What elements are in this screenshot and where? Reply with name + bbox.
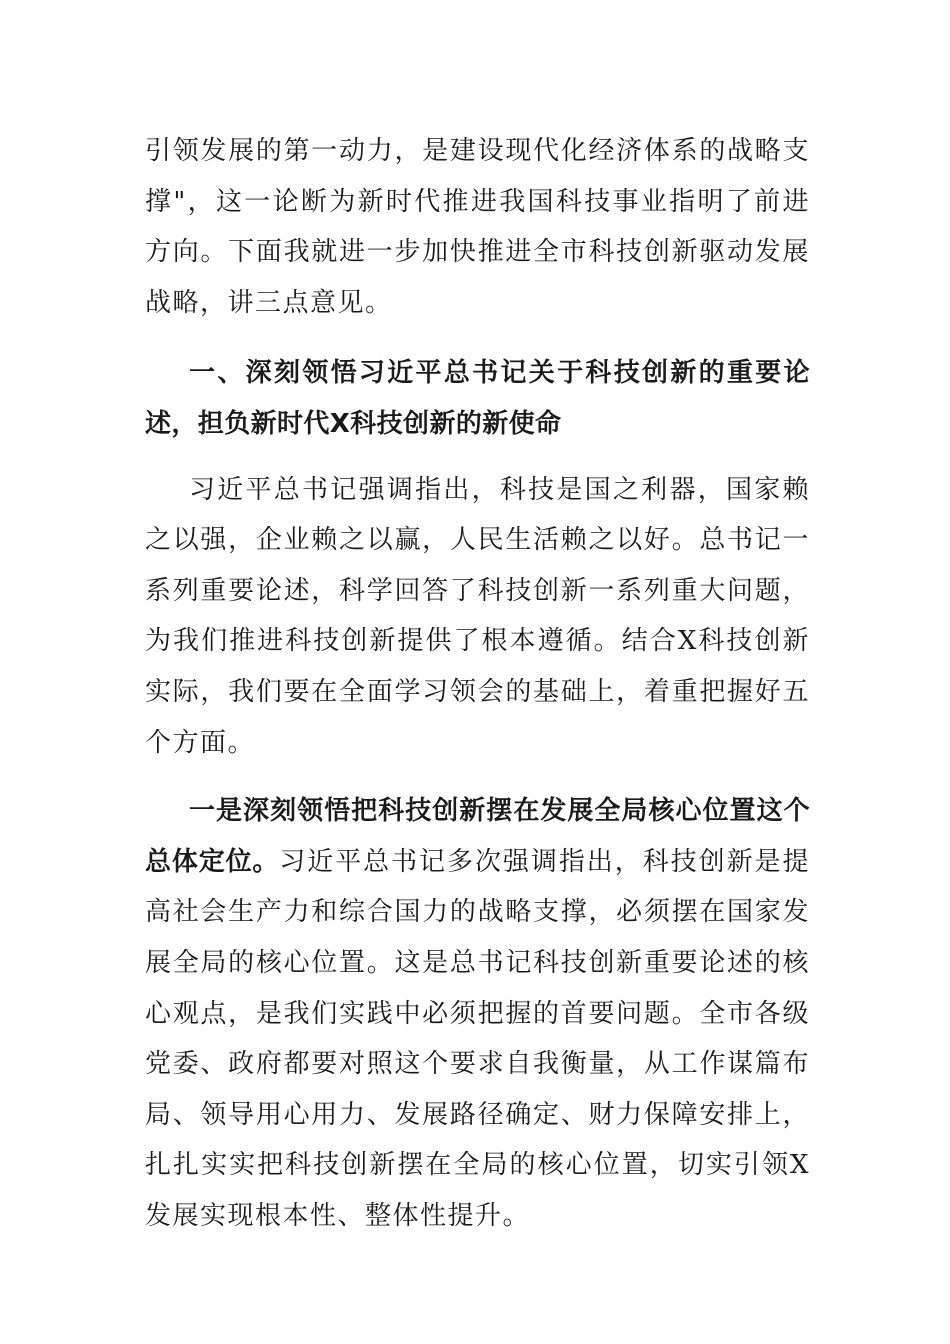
- point-one-body: 习近平总书记多次强调指出，科技创新是提高社会生产力和综合国力的战略支撑，必须摆在国家发展全局的核心位置。这是总书记科技创新重要论述的核心观点，是我们实践中必须把握的首要问题。全市各级党委、政府都要对照这个要求自我衡量，从工作谋篇布局、领导用心用力、发展路径确定、财力保障安排上，扎扎实实把科技创新摆在全局的核心位置，切实引领X发展实现根本性、整体性提升。: [145, 846, 810, 1231]
- document-page: [145, 126, 810, 1241]
- section-one-paragraph: 习近平总书记强调指出，科技是国之利器，国家赖之以强，企业赖之以赢，人民生活赖之以好。总书记一系列重要论述，科学回答了科技创新一系列重大问题，为我们推进科技创新提供了根本遵循。结合X科技创新实际，我们要在全面学习领会的基础上，着重把握好五个方面。: [145, 474, 810, 758]
- point-one-lead: 一是深刻领悟把科技创新摆在发展全局核心位置这个总体定位。: [145, 796, 810, 877]
- section-one-heading: 一、深刻领悟习近平总书记关于科技创新的重要论述，担负新时代X科技创新的新使命: [145, 358, 810, 439]
- point-one-paragraph: [145, 786, 810, 1241]
- intro-paragraph: 引领发展的第一动力，是建设现代化经济体系的战略支撑"，这一论断为新时代推进我国科技事业指明了前进方向。下面我就进一步加快推进全市科技创新驱动发展战略，讲三点意见。: [145, 136, 810, 318]
